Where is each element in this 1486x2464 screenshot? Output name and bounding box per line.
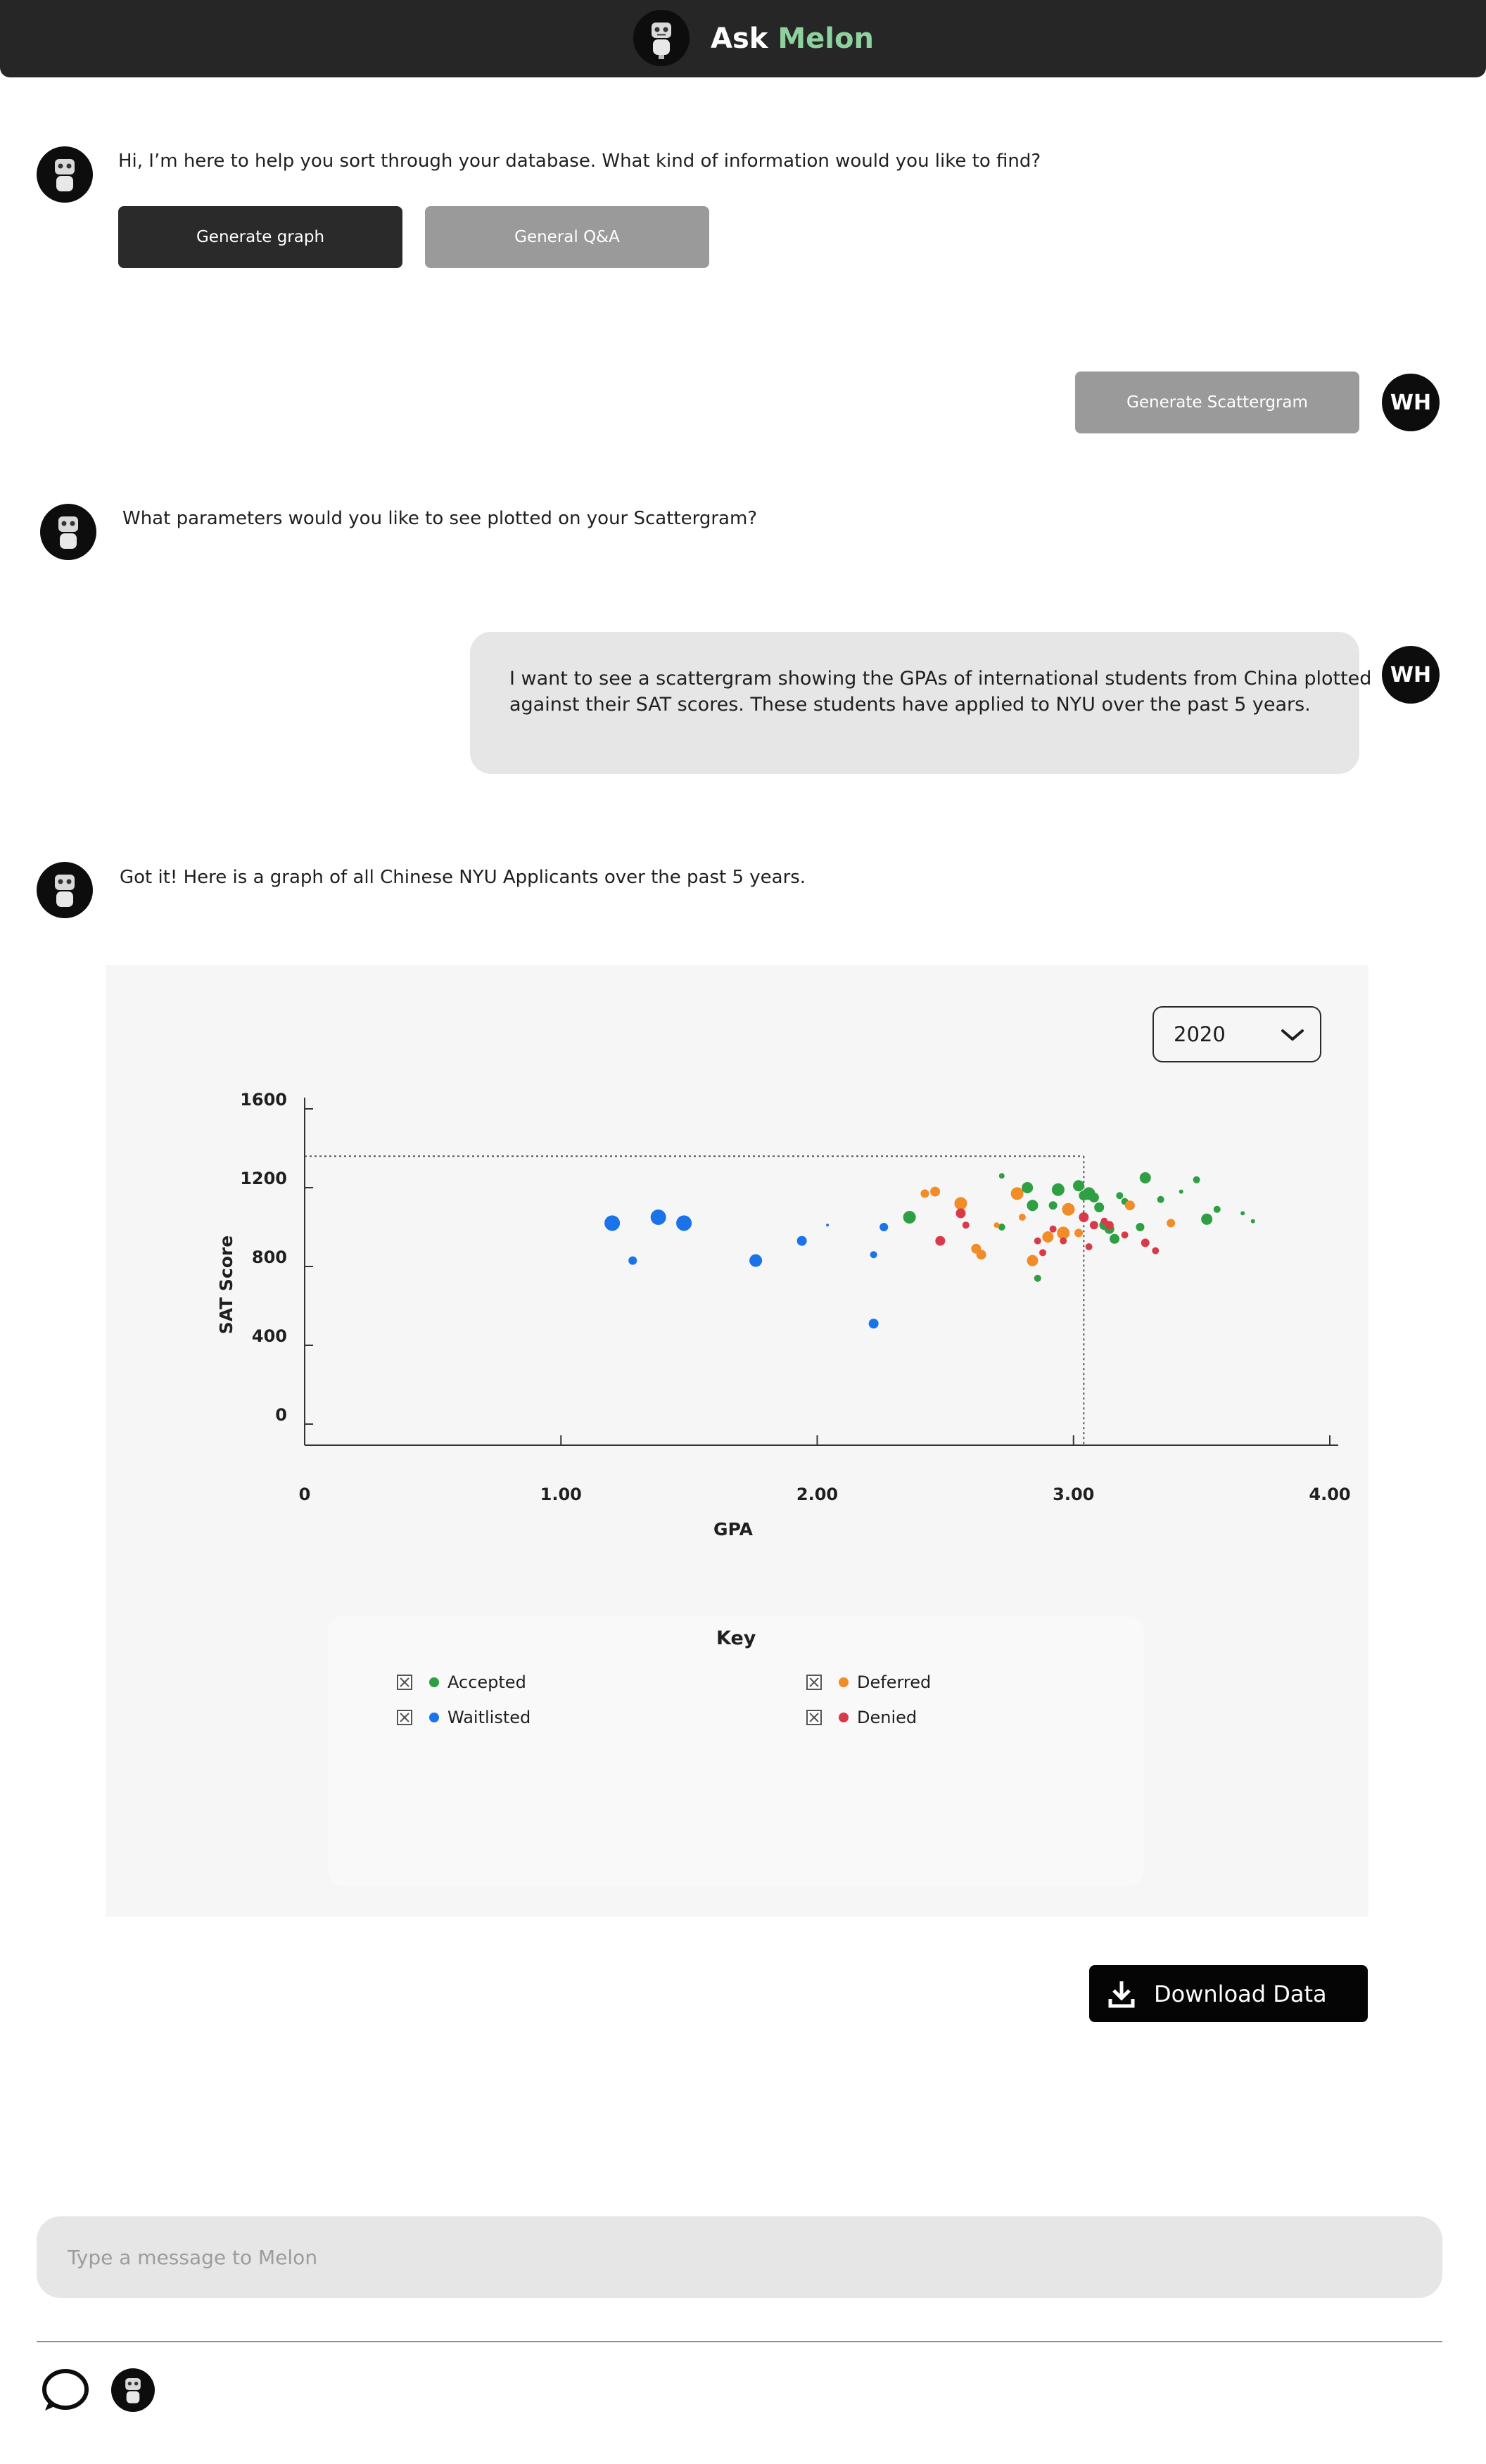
point-accepted: [1179, 1190, 1183, 1194]
legend-dot-waitlisted: [429, 1713, 439, 1722]
legend-item-waitlisted[interactable]: [397, 1708, 531, 1727]
message-composer[interactable]: [37, 2216, 1442, 2298]
legend-item-denied[interactable]: [806, 1708, 917, 1727]
user-request-line-2: against their SAT scores. These students have applied to NYU over the past 5 years.: [509, 694, 1311, 716]
x-tick-label: 4.00: [1309, 1485, 1351, 1504]
point-waitlisted: [628, 1257, 637, 1265]
y-tick-label: 800: [251, 1247, 287, 1267]
title-accent: Melon: [777, 23, 874, 55]
point-accepted: [1022, 1182, 1033, 1193]
point-accepted: [1089, 1193, 1099, 1202]
point-waitlisted: [797, 1236, 807, 1246]
bot-avatar-icon: [40, 504, 96, 560]
checkbox-icon[interactable]: [806, 1675, 822, 1690]
point-deferred: [1167, 1219, 1175, 1227]
point-denied: [1039, 1249, 1046, 1256]
robot-avatar-icon[interactable]: [111, 2368, 155, 2412]
point-accepted: [1157, 1196, 1164, 1203]
download-icon: [1107, 1979, 1136, 2009]
footer-divider: [37, 2341, 1442, 2342]
point-denied: [1050, 1226, 1057, 1233]
point-accepted: [1140, 1172, 1151, 1183]
x-tick-label: 1.00: [540, 1485, 582, 1504]
point-waitlisted: [879, 1223, 888, 1231]
legend-card: [328, 1616, 1144, 1886]
point-accepted: [1136, 1223, 1144, 1231]
y-tick-label: 1200: [240, 1169, 287, 1188]
point-accepted: [1193, 1176, 1200, 1183]
y-tick-label: 400: [251, 1326, 287, 1346]
bot-avatar-icon: [37, 146, 93, 203]
point-denied: [1034, 1238, 1041, 1245]
point-waitlisted: [749, 1255, 762, 1267]
user-request-bubble: [470, 632, 1372, 774]
point-deferred: [954, 1197, 967, 1209]
y-tick-label: 0: [275, 1405, 287, 1425]
point-deferred: [977, 1250, 986, 1259]
point-deferred: [993, 1222, 999, 1228]
point-denied: [1122, 1231, 1129, 1238]
legend-title: Key: [716, 1627, 756, 1649]
bot-params-text: What parameters would you like to see plotted on your Scattergram?: [122, 508, 758, 529]
legend-item-deferred[interactable]: [806, 1672, 931, 1692]
point-accepted: [1027, 1200, 1038, 1211]
point-denied: [1090, 1221, 1098, 1229]
legend-dot-deferred: [839, 1677, 849, 1687]
checkbox-icon[interactable]: [397, 1675, 412, 1690]
legend-label-waitlisted: Waitlisted: [447, 1708, 531, 1727]
bot-greeting-text: Hi, I’m here to help you sort through your database. What kind of information would you like to find?: [118, 151, 1041, 172]
point-deferred: [920, 1189, 929, 1198]
y-tick-label: 1600: [240, 1090, 287, 1110]
point-waitlisted: [604, 1215, 620, 1231]
x-tick-label: 3.00: [1053, 1485, 1095, 1504]
download-data-label: Download Data: [1154, 1980, 1327, 2007]
legend-item-accepted[interactable]: [397, 1672, 526, 1692]
generate-scattergram-button[interactable]: Generate Scattergram: [1075, 371, 1359, 433]
point-denied: [1152, 1247, 1159, 1255]
point-deferred: [1019, 1214, 1026, 1221]
point-deferred: [1027, 1255, 1038, 1266]
point-waitlisted: [870, 1251, 877, 1258]
point-denied: [1086, 1243, 1093, 1250]
general-qa-button[interactable]: General Q&A: [425, 206, 709, 268]
scatter-chart: [106, 965, 1368, 1585]
point-deferred: [930, 1187, 940, 1197]
point-deferred: [1011, 1187, 1024, 1200]
point-waitlisted: [676, 1215, 692, 1231]
legend-dot-accepted: [429, 1677, 439, 1687]
point-accepted: [1049, 1201, 1058, 1209]
legend-label-accepted: Accepted: [447, 1672, 526, 1692]
x-axis-title: GPA: [713, 1519, 753, 1539]
chat-bubble-icon[interactable]: [41, 2368, 90, 2413]
x-tick-label: 2.00: [796, 1485, 839, 1504]
chart-points: [604, 1172, 1255, 1328]
point-denied: [1100, 1218, 1107, 1225]
point-deferred: [1062, 1203, 1074, 1216]
point-denied: [1060, 1238, 1067, 1245]
point-accepted: [999, 1173, 1005, 1179]
point-denied: [1141, 1238, 1150, 1247]
point-denied: [1079, 1212, 1088, 1222]
point-waitlisted: [869, 1319, 879, 1328]
checkbox-icon[interactable]: [397, 1710, 412, 1725]
year-select-value: 2020: [1174, 1022, 1226, 1046]
point-waitlisted: [826, 1224, 829, 1226]
x-tick-label: 0: [298, 1485, 311, 1504]
point-deferred: [1125, 1200, 1135, 1210]
point-denied: [963, 1221, 970, 1228]
legend-label-deferred: Deferred: [857, 1672, 932, 1692]
point-accepted: [1201, 1214, 1212, 1225]
point-waitlisted: [651, 1209, 666, 1225]
app-header: [0, 0, 1486, 77]
point-accepted: [1116, 1192, 1123, 1199]
point-accepted: [1073, 1180, 1084, 1191]
chart-axes: [305, 1098, 1338, 1445]
title-prefix: Ask: [711, 23, 768, 55]
point-accepted: [1034, 1275, 1041, 1282]
point-deferred: [1042, 1231, 1053, 1243]
point-accepted: [903, 1211, 916, 1224]
bot-avatar-icon: [37, 862, 93, 918]
robot-avatar-icon: [633, 10, 690, 66]
chart-labels: [216, 1090, 1351, 1539]
y-axis-title: SAT Score: [216, 1235, 236, 1335]
message-input[interactable]: [37, 2216, 1442, 2298]
point-accepted: [1214, 1206, 1221, 1213]
point-accepted: [1240, 1211, 1245, 1215]
app-title: [711, 23, 874, 55]
download-data-button[interactable]: [1089, 1965, 1368, 2022]
legend-dot-denied: [839, 1713, 849, 1722]
generate-graph-button[interactable]: Generate graph: [118, 206, 402, 268]
legend-label-denied: Denied: [857, 1708, 917, 1727]
bot-result-text: Got it! Here is a graph of all Chinese NYU Applicants over the past 5 years.: [120, 867, 806, 888]
user-request-line-1: I want to see a scattergram showing the GPAs of international students from China plotted: [509, 668, 1372, 690]
point-denied: [955, 1208, 965, 1218]
checkbox-icon[interactable]: [806, 1710, 822, 1725]
user-avatar: WH: [1382, 646, 1440, 704]
point-accepted: [1110, 1234, 1119, 1244]
point-accepted: [1094, 1202, 1104, 1212]
point-accepted: [1052, 1183, 1065, 1196]
point-deferred: [1074, 1228, 1083, 1237]
user-avatar: WH: [1382, 374, 1440, 431]
point-accepted: [1251, 1219, 1255, 1224]
point-denied: [935, 1236, 945, 1246]
